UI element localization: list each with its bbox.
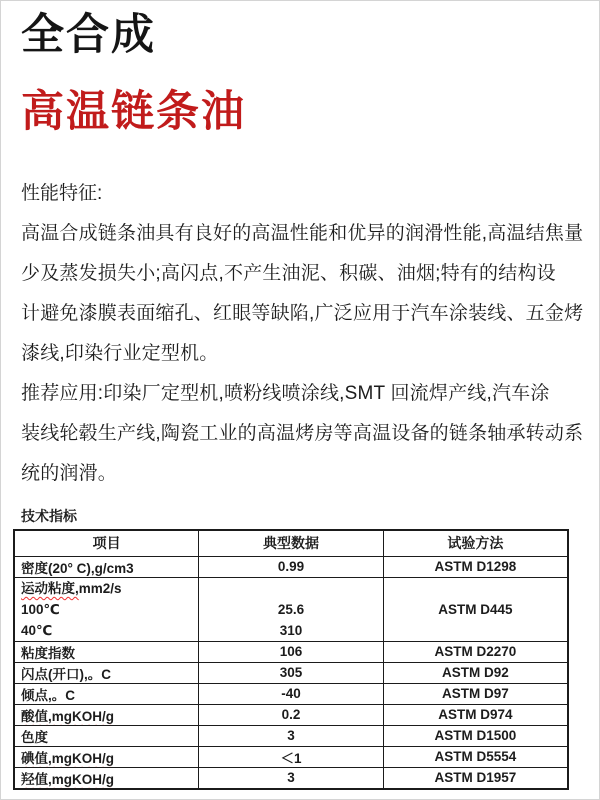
spec-cell-label: [14, 767, 199, 789]
spec-column-header: 试验方法: [383, 530, 568, 557]
spec-cell-value: -40: [199, 683, 384, 704]
spec-cell-label: 运动粘度,mm2/s 100℃ 40℃: [14, 577, 199, 641]
spec-row: [14, 725, 568, 746]
spec-cell-label: 色度: [14, 725, 199, 746]
spellcheck-underlined-text: 碘值,mgKOH/g: [21, 750, 114, 766]
spec-cell-value: 305: [199, 662, 384, 683]
spellcheck-underlined-text: 酸值,mgKOH/g: [21, 708, 114, 724]
spec-row: [14, 767, 568, 789]
paragraph-line: 少及蒸发损失小;高闪点,不产生油泥、积碳、油烟;特有的结构设: [21, 262, 556, 284]
spec-cell-method: ASTM D1957: [383, 767, 568, 789]
spec-cell-value: 0.2: [199, 704, 384, 725]
spec-cell-value: 3: [199, 725, 384, 746]
performance-heading: 性能特征:: [21, 182, 103, 204]
spec-row: [14, 641, 568, 662]
applications-paragraph: [21, 374, 585, 494]
spellcheck-underlined-text: 运动粘度,: [21, 580, 79, 596]
spec-cell-label: 密度(20° C),g/cm3: [14, 556, 199, 577]
spec-row: [14, 683, 568, 704]
product-series-title: 全合成: [21, 11, 156, 59]
spec-cell-value: 25.6 310: [199, 577, 384, 641]
paragraph-line: 推荐应用:印染厂定型机,喷粉线喷涂线,SMT 回流焊产线,汽车涂: [21, 382, 550, 404]
product-name-title: 高温链条油: [21, 88, 246, 137]
spec-table-body: [14, 556, 568, 789]
paragraph-line: 高温合成链条油具有良好的高温性能和优异的润滑性能,高温结焦量: [21, 222, 584, 244]
spec-cell-value: ＜1: [199, 746, 384, 767]
spec-cell-method: ASTM D1500: [383, 725, 568, 746]
spec-cell-label: 粘度指数: [14, 641, 199, 662]
spec-row: [14, 577, 568, 641]
spec-cell-method: ASTM D2270: [383, 641, 568, 662]
performance-paragraph: [21, 214, 585, 374]
spec-cell-method: ASTM D1298: [383, 556, 568, 577]
spec-cell-value: 3: [199, 767, 384, 789]
spec-table-header-row: [14, 530, 568, 557]
spec-table-caption: 技术指标: [21, 507, 77, 524]
spec-cell-label: [14, 746, 199, 767]
spec-cell-method: ASTM D92: [383, 662, 568, 683]
spec-column-header: 项目: [14, 530, 199, 557]
spec-cell-method: ASTM D97: [383, 683, 568, 704]
spec-row: [14, 556, 568, 577]
spec-cell-value: 0.99: [199, 556, 384, 577]
spec-cell-method: ASTM D5554: [383, 746, 568, 767]
paragraph-line: 装线轮毂生产线,陶瓷工业的高温烤房等高温设备的链条轴承转动系: [21, 422, 584, 444]
spellcheck-underlined-text: 羟值,mgKOH/g: [21, 771, 114, 787]
spec-row: [14, 704, 568, 725]
spec-cell-label: 闪点(开口),。C: [14, 662, 199, 683]
spec-table: [13, 529, 569, 790]
spec-column-header: 典型数据: [199, 530, 384, 557]
paragraph-line: 统的润滑。: [21, 462, 118, 484]
spec-cell-label: 倾点,。C: [14, 683, 199, 704]
spec-row: [14, 662, 568, 683]
spec-cell-method: ASTM D974: [383, 704, 568, 725]
spec-cell-method: ASTM D445: [383, 577, 568, 641]
spec-cell-value: 106: [199, 641, 384, 662]
spec-row: [14, 746, 568, 767]
paragraph-line: 计避免漆膜表面缩孔、红眼等缺陷,广泛应用于汽车涂装线、五金烤: [21, 302, 584, 324]
paragraph-line: 漆线,印染行业定型机。: [21, 342, 219, 364]
spec-cell-label: [14, 704, 199, 725]
